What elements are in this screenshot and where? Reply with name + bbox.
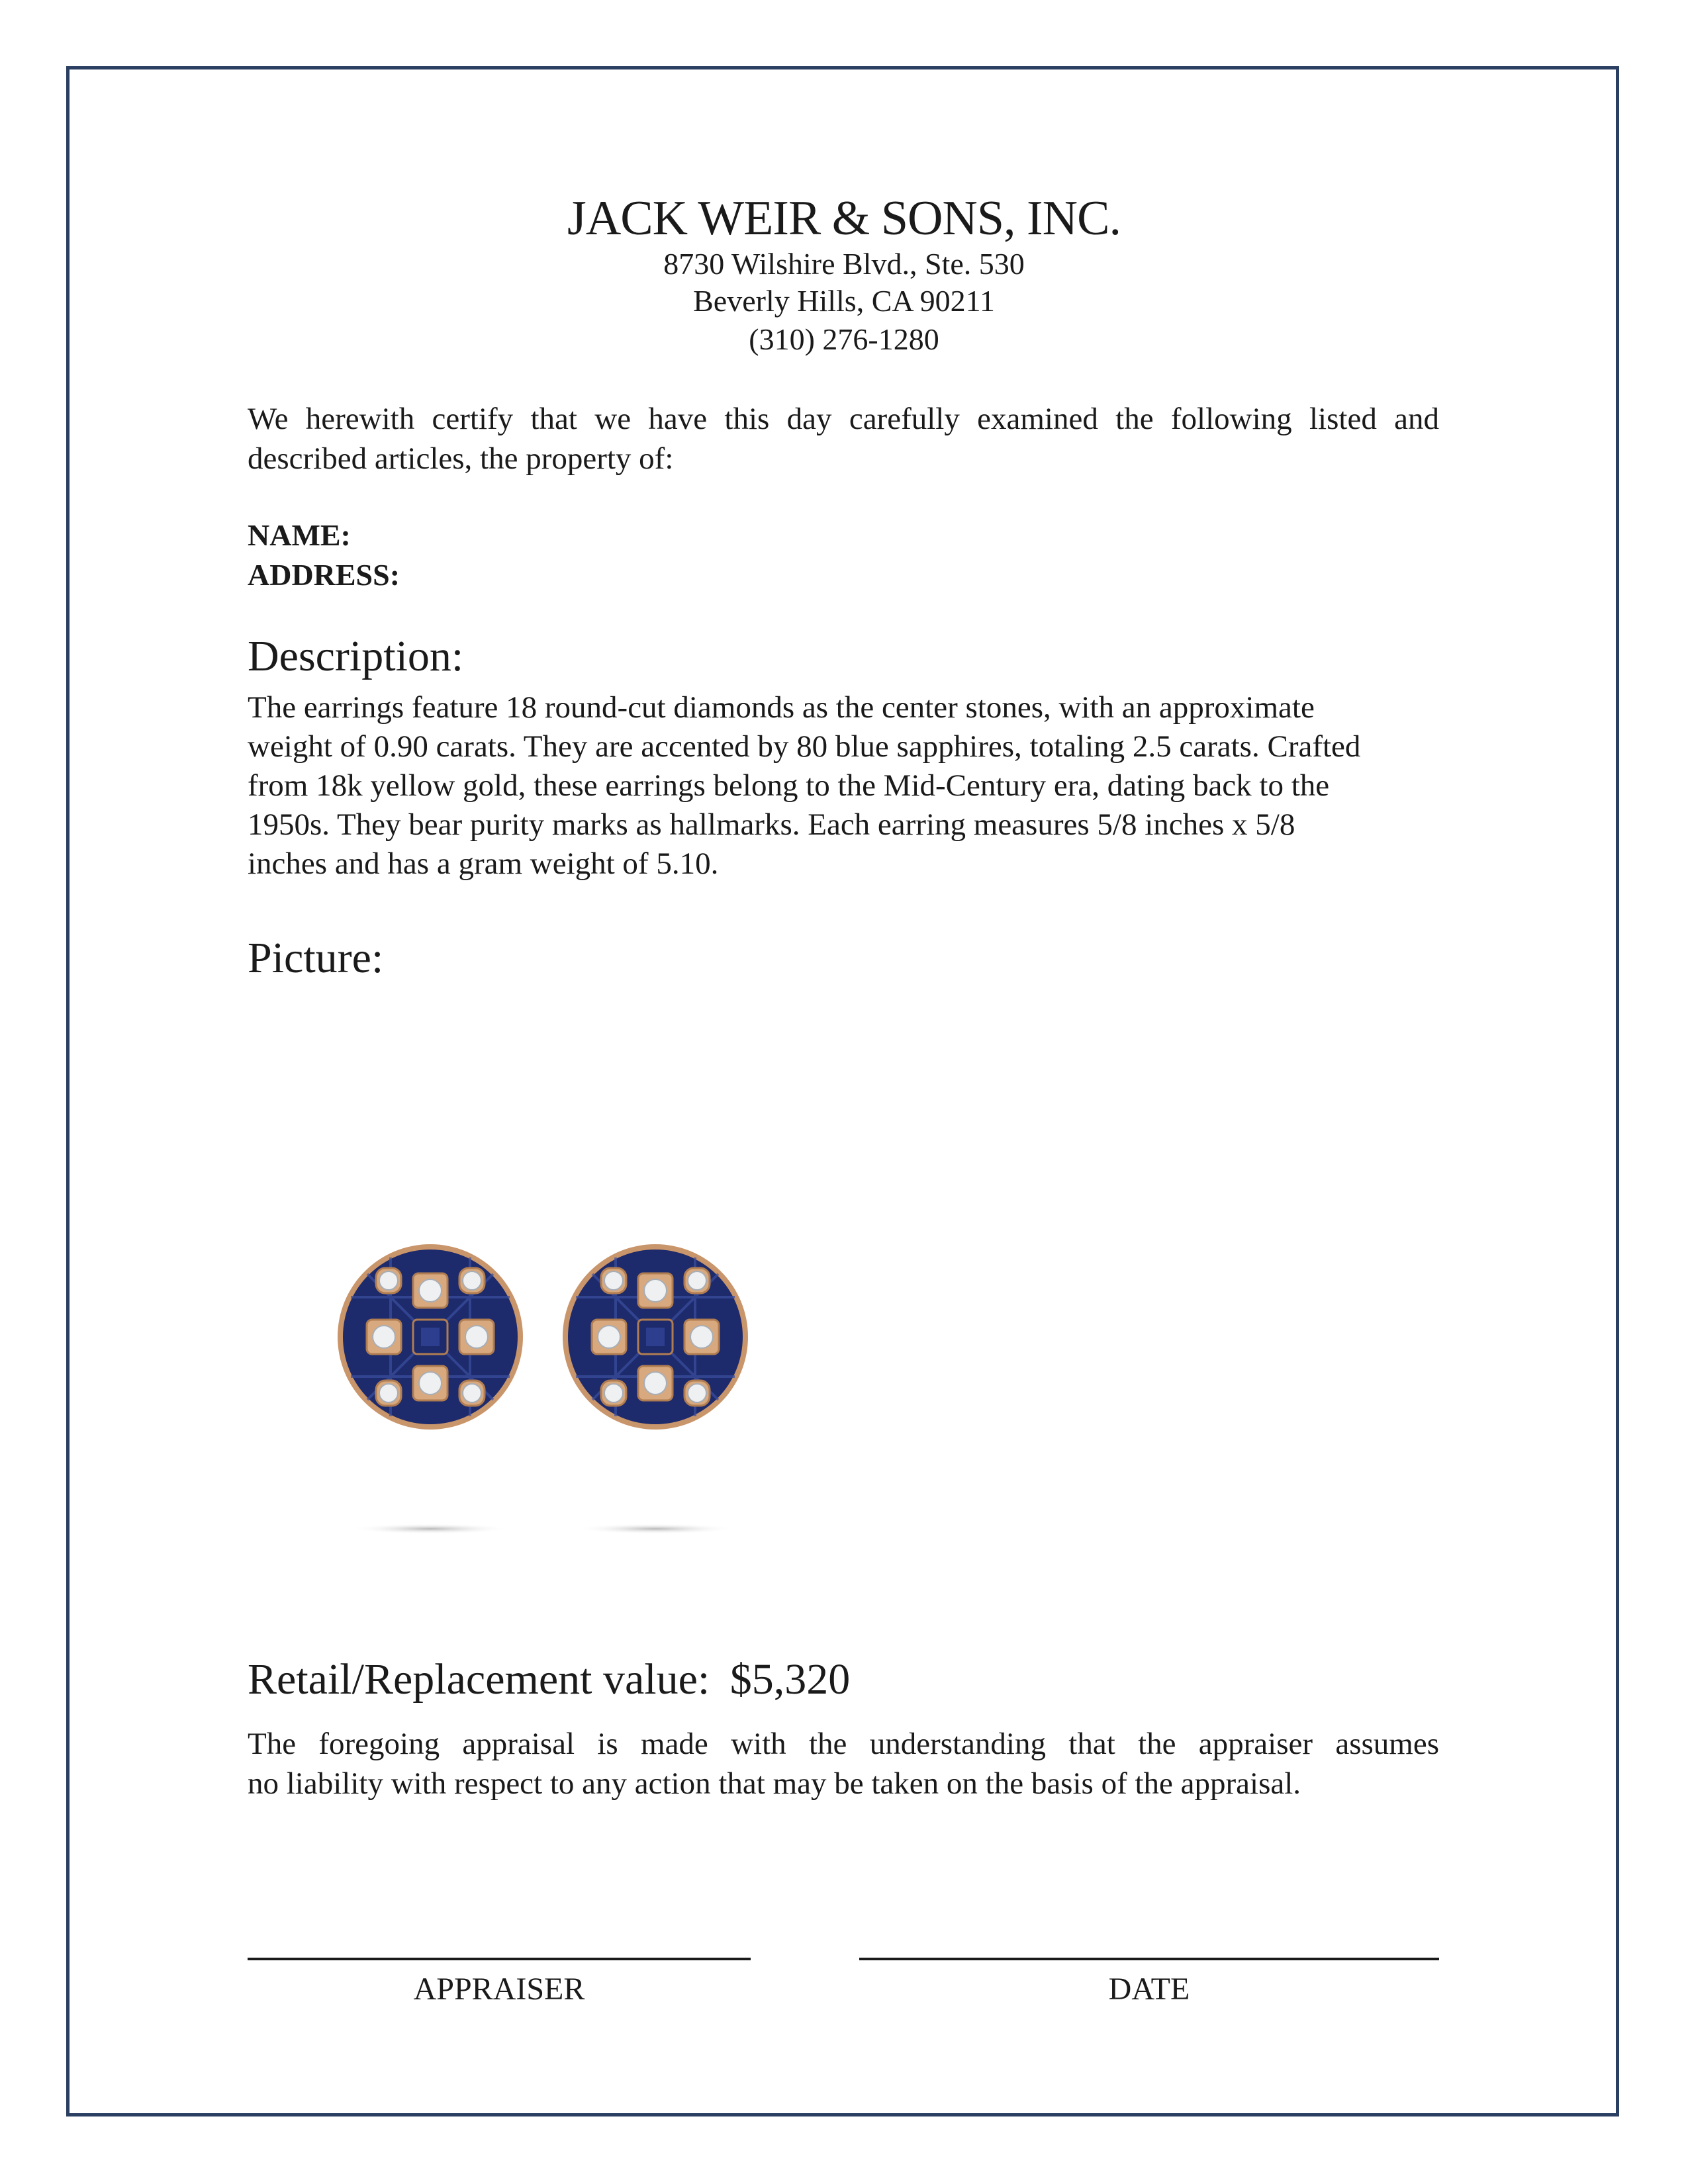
earrings-photo [318,1205,768,1549]
value-amount: $5,320 [729,1655,851,1704]
company-address-line2: Beverly Hills, CA 90211 [693,284,995,318]
certification-line1: We herewith certify that we have this day carefully examined the following listed and [248,402,1439,436]
picture-heading: Picture: [248,934,384,982]
description-line: from 18k yellow gold, these earrings belong to the Mid-Century era, dating back to the [248,768,1330,803]
value-label: Retail/Replacement value: [248,1655,710,1704]
company-address-line1: 8730 Wilshire Blvd., Ste. 530 [663,247,1025,281]
description-line: 1950s. They bear purity marks as hallmarks. Each earring measures 5/8 inches x 5/8 [248,807,1295,842]
certification-line2: described articles, the property of: [248,441,674,476]
right-earring [563,1244,748,1430]
address-label: ADDRESS: [248,558,400,592]
left-earring [338,1244,523,1430]
name-label: NAME: [248,518,351,552]
description-line: weight of 0.90 carats. They are accented by 80 blue sapphires, totaling 2.5 carats. Crafted [248,729,1361,764]
value-line [248,1655,850,1705]
disclaimer-line2: no liability with respect to any action that may be taken on the basis of the appraisal. [248,1766,1301,1801]
earrings-illustration [318,1205,768,1549]
appraiser-signature-line [248,1958,751,1960]
description-line: inches and has a gram weight of 5.10. [248,846,719,881]
company-name: JACK WEIR & SONS, INC. [567,191,1121,246]
date-signature-line [859,1958,1439,1960]
date-label: DATE [1108,1972,1190,2007]
company-phone: (310) 276-1280 [749,322,939,356]
description-line: The earrings feature 18 round-cut diamonds as the center stones, with an approximate [248,690,1315,725]
page-border [66,66,1619,2116]
description-heading: Description: [248,632,464,680]
description-body [248,688,1439,884]
disclaimer-line1: The foregoing appraisal is made with the understanding that the appraiser assumes [248,1727,1439,1761]
appraiser-label: APPRAISER [413,1972,585,2007]
